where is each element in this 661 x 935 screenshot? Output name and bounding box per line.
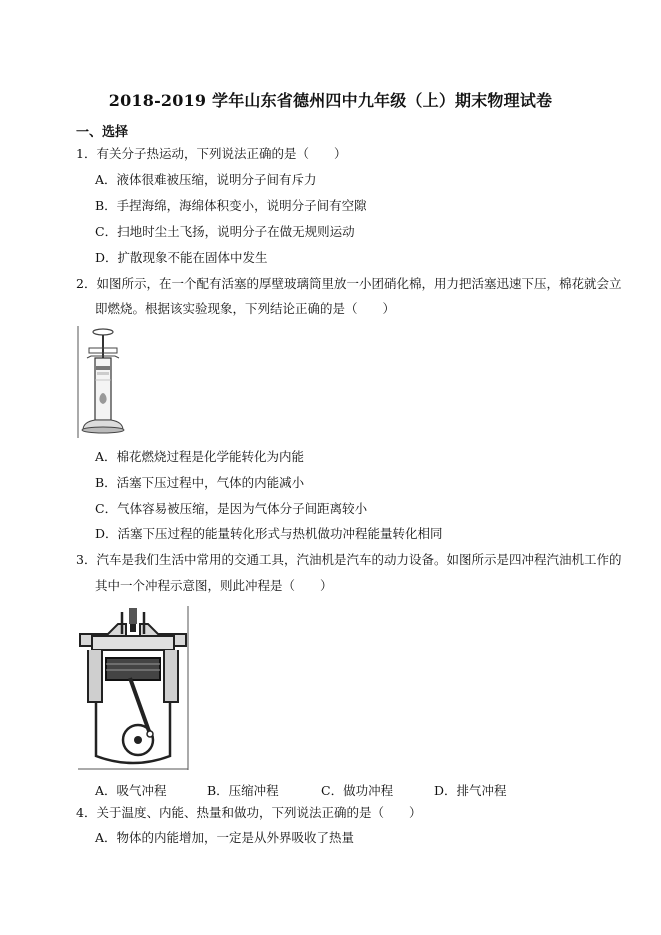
question-3-option-b: B．压缩冲程: [207, 783, 279, 798]
engine-stroke-figure: [78, 606, 190, 770]
glass-cylinder-figure: [77, 326, 129, 438]
question-2-stem-continued: 即燃烧。根据该实验现象，下列结论正确的是（ ）: [95, 301, 396, 316]
question-3-option-c: C．做功冲程: [321, 783, 394, 798]
question-1-option-a: A．液体很难被压缩，说明分子间有斥力: [95, 172, 317, 187]
question-1-option-d: D．扩散现象不能在固体中发生: [95, 250, 268, 265]
question-2-option-c: C．气体容易被压缩，是因为气体分子间距离较小: [95, 501, 368, 516]
question-1-option-b: B．手捏海绵，海绵体积变小，说明分子间有空隙: [95, 198, 367, 213]
question-1-stem: 1．有关分子热运动，下列说法正确的是（ ）: [76, 146, 347, 161]
question-1-option-c: C．扫地时尘土飞扬，说明分子在做无规则运动: [95, 224, 355, 239]
question-4-option-a: A．物体的内能增加，一定是从外界吸收了热量: [95, 830, 355, 845]
question-4-stem: 4．关于温度、内能、热量和做功，下列说法正确的是（ ）: [76, 805, 422, 820]
question-3-stem-continued: 其中一个冲程示意图，则此冲程是（ ）: [95, 578, 333, 593]
page-title: 2018-2019 学年山东省德州四中九年级（上）期末物理试卷: [108, 91, 553, 110]
section-heading: 一、选择: [76, 125, 129, 140]
question-2-option-b: B．活塞下压过程中，气体的内能减小: [95, 475, 305, 490]
question-3-option-a: A．吸气冲程: [95, 783, 167, 798]
question-2-stem: 2．如图所示，在一个配有活塞的厚壁玻璃筒里放一小团硝化棉，用力把活塞迅速下压，棉花就会立: [76, 276, 622, 291]
question-2-option-a: A．棉花燃烧过程是化学能转化为内能: [95, 449, 305, 464]
question-2-option-d: D．活塞下压过程的能量转化形式与热机做功冲程能量转化相同: [95, 526, 443, 541]
question-3-stem: 3．汽车是我们生活中常用的交通工具，汽油机是汽车的动力设备。如图所示是四冲程汽油机工作的: [76, 552, 622, 567]
question-3-option-d: D．排气冲程: [434, 783, 507, 798]
